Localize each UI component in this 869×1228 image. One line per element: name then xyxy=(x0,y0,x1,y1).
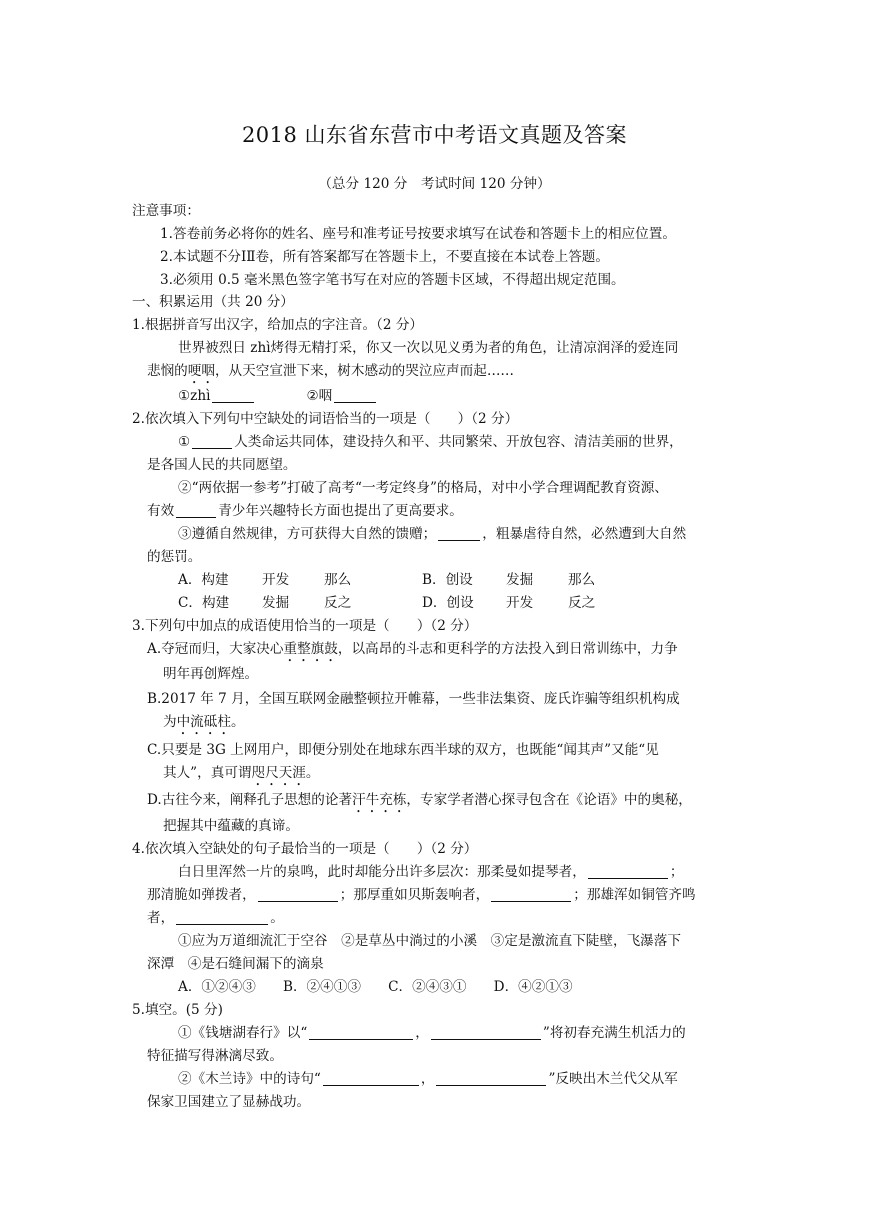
answer-blank[interactable] xyxy=(176,910,268,925)
page-title: 2018 山东省东营市中考语文真题及答案 xyxy=(241,123,628,147)
text-span: 悲悯的 xyxy=(147,363,188,379)
question-text: 特征描写得淋漓尽致。 xyxy=(147,1048,283,1064)
section-heading: 一、积累运用（共 20 分） xyxy=(132,294,294,310)
option-text: 把握其中蕴藏的真谛。 xyxy=(163,818,299,834)
question-text: ②“两依据一参考”打破了高考“一考定终身”的格局，对中小学合理调配教育资源、 xyxy=(178,480,668,496)
option-text xyxy=(147,640,678,665)
question-text: 是各国人民的共同愿望。 xyxy=(147,457,297,473)
text-span: ， xyxy=(415,1025,429,1041)
text-span: ① xyxy=(178,434,191,450)
answer-blank[interactable] xyxy=(588,864,668,879)
answer-blank[interactable] xyxy=(323,1071,419,1086)
text-span: 者， xyxy=(147,910,175,926)
option-cell: B．创设 xyxy=(422,572,473,588)
option-text: B.2017 年 7 月，全国互联网金融整顿拉开帷幕，一些非法集资、庞氏诈骗等组织机构成 xyxy=(147,691,680,707)
text-span: ， xyxy=(420,1071,435,1087)
option-cell: 那么 xyxy=(324,572,352,588)
text-span: 那清脆如弹拨者， xyxy=(147,887,256,903)
option-text: C.只要是 3G 上网用户，即便分别处在地球东西半球的双方，也既能“闻其声”又能“见 xyxy=(147,742,659,758)
question-text xyxy=(178,433,683,451)
question-text: 的惩罚。 xyxy=(147,549,202,565)
dotted-word: 重整旗鼓 xyxy=(283,641,338,657)
answer-blank[interactable] xyxy=(192,434,232,449)
question-stem: 3.下列句中加点的成语使用恰当的一项是（ ）（2 分） xyxy=(132,618,478,634)
text-span: ”将初春充满生机活力的 xyxy=(542,1025,686,1041)
text-span: ； xyxy=(669,864,684,880)
blank-label: ①zhì xyxy=(178,388,211,404)
text-span: 其人”，真可谓 xyxy=(163,765,252,781)
option-cell: 发掘 xyxy=(506,572,534,588)
text-span: ，粗暴虐待自然，必然遭到大自然 xyxy=(482,526,687,542)
text-span: ，从天空宣泄下来，树木感动的哭泣应声而起…… xyxy=(214,363,515,379)
text-span: 青少年兴趣特长方面也提出了更高要求。 xyxy=(218,503,463,519)
text-span: ；那雄浑如铜管齐鸣 xyxy=(573,887,696,903)
question-text xyxy=(178,1024,686,1042)
question-text: 保家卫国建立了显赫战功。 xyxy=(147,1094,311,1110)
answer-blank[interactable] xyxy=(212,388,254,403)
question-text xyxy=(178,525,686,543)
notice-item: 2.本试题不分ⅠⅡ卷，所有答案都写在答题卡上，不要直接在本试卷上答题。 xyxy=(160,249,609,265)
dotted-word: 中流砥柱 xyxy=(176,714,231,730)
text-span: A.夺冠而归，大家决心 xyxy=(147,641,284,657)
choice-text: 深潭 ④是石缝间漏下的滴泉 xyxy=(147,956,324,972)
text-span: ①《钱塘湖春行》以“ xyxy=(178,1025,308,1041)
text-span: 。 xyxy=(270,910,284,926)
notice-item: 3.必须用 0.5 毫米黑色签字笔书写在对应的答题卡区域，不得超出规定范围。 xyxy=(160,272,625,288)
text-span: ③遵循自然规律，方可获得大自然的馈赠； xyxy=(178,526,437,542)
answer-blanks xyxy=(178,387,378,405)
option-cell: 那么 xyxy=(568,572,596,588)
option-cell: 发掘 xyxy=(262,595,290,611)
choice-text: ①应为万道细流汇于空谷 ②是草丛中淌过的小溪 ③定是激流直下陡壁，飞瀑落下 xyxy=(178,933,681,949)
question-text: 世界被烈日 zhì烤得无精打采，你又一次以见义勇为者的角色，让清凉润泽的爱连同 xyxy=(178,340,679,356)
option-row: A．①②④③ B．②④①③ C．②④③① D．④②①③ xyxy=(178,979,573,995)
option-text: 明年再创辉煌。 xyxy=(163,666,259,682)
page-subtitle: （总分 120 分 考试时间 120 分钟） xyxy=(318,176,551,192)
notice-item: 1.答卷前务必将你的姓名、座号和准考证号按要求填写在试卷和答题卡上的相应位置。 xyxy=(160,226,676,242)
question-stem: 1.根据拼音写出汉字，给加点的字注音。（2 分） xyxy=(132,317,424,333)
text-span: 白日里浑然一片的泉鸣，此时却能分出许多层次：那柔曼如提琴者， xyxy=(178,864,586,880)
answer-blank[interactable] xyxy=(491,887,571,902)
text-span: 有效 xyxy=(147,503,175,519)
question-text xyxy=(147,362,514,387)
answer-blank[interactable] xyxy=(258,887,338,902)
text-span: ②《木兰诗》中的诗句“ xyxy=(178,1071,321,1087)
answer-blank[interactable] xyxy=(438,526,480,541)
option-text xyxy=(163,764,319,789)
notice-heading: 注意事项： xyxy=(132,203,200,219)
question-stem: 5.填空。(5 分) xyxy=(132,1002,223,1018)
answer-blank[interactable] xyxy=(176,503,216,518)
option-row xyxy=(178,594,595,612)
text-span: D.古往今来，阐释孔子思想的论著 xyxy=(147,792,353,808)
text-span: ”反映出木兰代父从军 xyxy=(548,1071,678,1087)
text-span: ；那厚重如贝斯轰响者， xyxy=(339,887,490,903)
text-span: 。 xyxy=(305,765,320,781)
text-span: 。 xyxy=(230,714,245,730)
option-text xyxy=(147,791,692,816)
question-stem: 2.依次填入下列句中空缺处的词语恰当的一项是（ ）（2 分） xyxy=(132,411,519,427)
option-text xyxy=(163,713,245,738)
answer-blank[interactable] xyxy=(431,1025,541,1040)
blank-label: ②咽 xyxy=(306,388,333,404)
text-span: 为 xyxy=(163,714,177,730)
option-row xyxy=(178,571,595,589)
dotted-word: 咫尺天涯 xyxy=(251,765,306,781)
option-cell: 反之 xyxy=(568,595,596,611)
option-cell: C．构建 xyxy=(178,595,230,611)
dotted-word: 汗牛充栋 xyxy=(352,792,407,808)
option-cell: A．构建 xyxy=(178,572,229,588)
question-text xyxy=(147,886,696,904)
option-cell: 开发 xyxy=(506,595,534,611)
question-text xyxy=(147,909,284,927)
question-text xyxy=(178,1070,678,1088)
text-span: 人类命运共同体，建设持久和平、共同繁荣、开放包容、清洁美丽的世界， xyxy=(234,434,683,450)
text-span: ，专家学者潜心探寻包含在《论语》中的奥秘， xyxy=(406,792,692,808)
option-cell: 反之 xyxy=(324,595,352,611)
option-cell: D．创设 xyxy=(422,595,474,611)
question-text xyxy=(178,863,683,881)
question-text xyxy=(147,502,463,520)
answer-blank[interactable] xyxy=(436,1071,546,1086)
question-stem: 4.依次填入空缺处的句子最恰当的一项是（ ）（2 分） xyxy=(132,841,478,857)
dotted-word: 哽咽 xyxy=(187,363,215,379)
option-cell: 开发 xyxy=(262,572,290,588)
answer-blank[interactable] xyxy=(334,388,376,403)
text-span: ，以高昂的斗志和更科学的方法投入到日常训练中，力争 xyxy=(337,641,678,657)
answer-blank[interactable] xyxy=(309,1025,413,1040)
